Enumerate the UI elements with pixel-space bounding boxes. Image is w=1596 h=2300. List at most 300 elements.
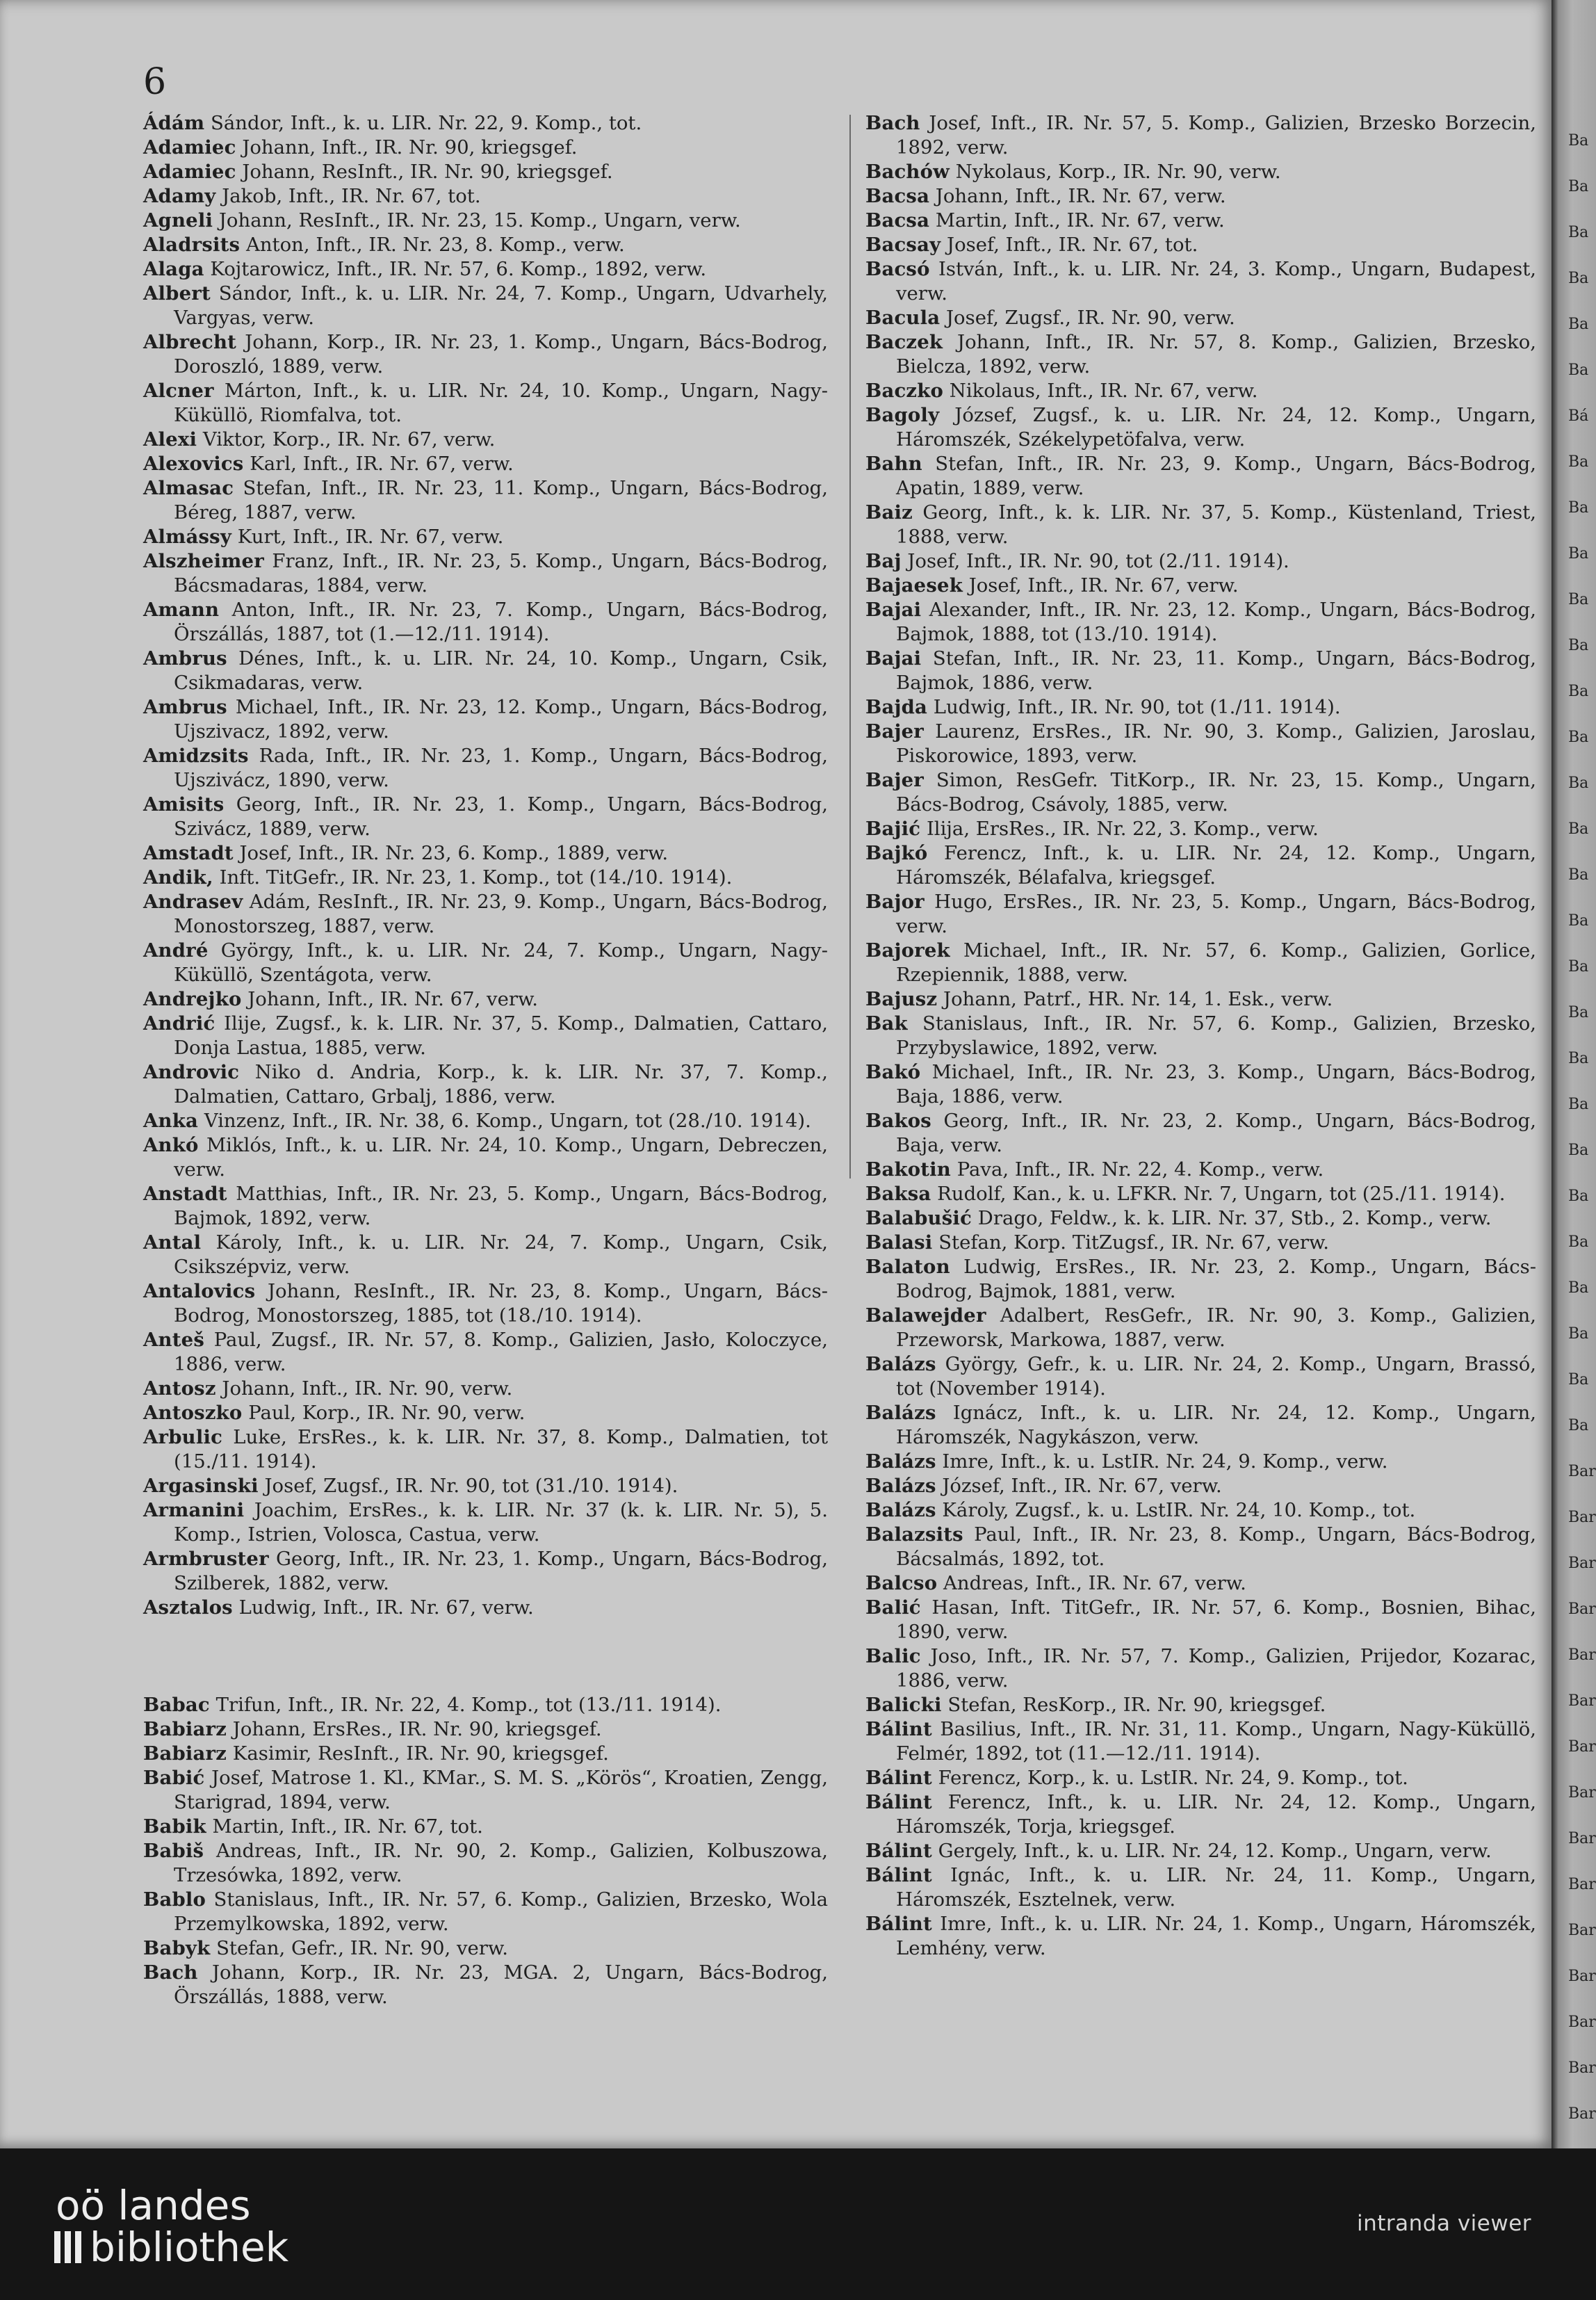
edge-fragment: Ba (1568, 362, 1589, 379)
edge-fragment: Bar (1568, 1601, 1596, 1618)
list-entry (143, 184, 828, 209)
entry-details: Johann, ErsRes., IR. Nr. 90, kriegsgef. (227, 1718, 602, 1740)
section-gap (143, 1620, 828, 1693)
entry-surname: Alcner (143, 380, 214, 402)
entry-details: Stanislaus, Inft., IR. Nr. 57, 6. Komp., Galizien, Brzesko, Wola Przemylkowska, 1892, verw. (174, 1888, 828, 1935)
list-entry (865, 574, 1536, 598)
entry-surname: Babac (143, 1694, 210, 1716)
list-entry (865, 452, 1536, 501)
edge-fragment: Bar (1568, 1692, 1596, 1710)
list-entry (143, 1182, 828, 1231)
entry-details: Stefan, Inft., IR. Nr. 23, 11. Komp., Ungarn, Bács-Bodrog, Bajmok, 1886, verw. (896, 647, 1536, 694)
entry-surname: Bach (143, 1961, 198, 1984)
entry-surname: Balawejder (865, 1304, 986, 1327)
list-entry (143, 1717, 828, 1742)
entry-details: Trifun, Inft., IR. Nr. 22, 4. Komp., tot (13./11. 1914). (209, 1694, 722, 1716)
edge-fragment: Ba (1568, 132, 1589, 149)
entry-surname: Balasi (865, 1231, 933, 1254)
list-entry (865, 233, 1536, 257)
entry-surname: Baksa (865, 1183, 931, 1205)
list-entry (865, 720, 1536, 768)
entry-details: Johann, ResInft., IR. Nr. 23, 8. Komp., Ungarn, Bács-Bodrog, Monostorszeg, 1885, tot (18./10. 1914). (174, 1280, 828, 1327)
entry-details: Jakob, Inft., IR. Nr. 67, tot. (215, 185, 481, 207)
entry-details: Kurt, Inft., IR. Nr. 67, verw. (231, 526, 504, 548)
edge-fragment: Ba (1568, 1050, 1589, 1067)
list-entry (865, 1498, 1536, 1523)
entry-details: Dénes, Inft., k. u. LIR. Nr. 24, 10. Komp., Ungarn, Csik, Csikmadaras, verw. (174, 647, 828, 694)
entry-surname: Balazsits (865, 1523, 963, 1546)
entry-surname: Ádám (143, 112, 205, 134)
entry-details: Andreas, Inft., IR. Nr. 67, verw. (937, 1572, 1246, 1594)
entry-surname: Balázs (865, 1475, 936, 1497)
list-entry (865, 1109, 1536, 1158)
entry-surname: Baczko (865, 380, 944, 402)
list-entry (865, 768, 1536, 817)
list-entry (865, 1523, 1536, 1571)
list-entry (865, 403, 1536, 452)
list-entry (143, 1474, 828, 1498)
entry-surname: Babyk (143, 1937, 211, 1959)
entry-surname: Bajer (865, 769, 924, 791)
entry-details: Inft. TitGefr., IR. Nr. 23, 1. Komp., tot (14./10. 1914). (213, 866, 733, 889)
entry-details: Hasan, Inft. TitGefr., IR. Nr. 57, 6. Komp., Bosnien, Bihac, 1890, verw. (896, 1596, 1536, 1643)
entry-details: Josef, Zugsf., IR. Nr. 90, tot (31./10. 1914). (258, 1475, 678, 1497)
list-entry (865, 549, 1536, 574)
list-entry (865, 1206, 1536, 1231)
list-entry (865, 890, 1536, 939)
entry-surname: Balázs (865, 1402, 936, 1424)
list-entry (143, 1231, 828, 1279)
edge-fragment: Ba (1568, 499, 1589, 517)
list-entry (865, 1231, 1536, 1255)
list-entry (865, 257, 1536, 306)
entry-surname: Bálint (865, 1718, 932, 1740)
entry-details: Johann, Inft., IR. Nr. 90, kriegsgef. (236, 136, 578, 159)
entry-details: Adám, ResInft., IR. Nr. 23, 9. Komp., Ungarn, Bács-Bodrog, Monostorszeg, 1887, verw. (174, 891, 828, 937)
entry-surname: Armanini (143, 1499, 245, 1521)
list-entry (865, 1012, 1536, 1060)
entry-surname: André (143, 939, 209, 962)
edge-fragment: Bar (1568, 1555, 1596, 1572)
entry-details: Ferencz, Korp., k. u. LstIR. Nr. 24, 9. Komp., tot. (931, 1767, 1408, 1789)
list-entry (865, 1255, 1536, 1304)
entry-surname: Bajor (865, 891, 925, 913)
list-entry (865, 1571, 1536, 1596)
list-entry (865, 184, 1536, 209)
list-entry (865, 1596, 1536, 1644)
entry-details: Márton, Inft., k. u. LIR. Nr. 24, 10. Komp., Ungarn, Nagy-Küküllö, Riomfalva, tot. (174, 380, 828, 426)
entry-surname: Bajai (865, 647, 922, 670)
edge-fragment: Ba (1568, 1371, 1589, 1388)
list-entry (143, 452, 828, 476)
column-rule (849, 115, 851, 1179)
edge-fragment: Ba (1568, 178, 1589, 195)
edge-fragment: Ba (1568, 1188, 1589, 1205)
entry-surname: Andrejko (143, 988, 242, 1010)
entry-surname: Anka (143, 1110, 199, 1132)
logo-bars-icon (54, 2231, 81, 2263)
entry-surname: Balaton (865, 1256, 950, 1278)
list-entry (143, 1109, 828, 1133)
entry-surname: Albert (143, 282, 211, 305)
entry-surname: Bálint (865, 1791, 932, 1813)
entry-surname: Adamiec (143, 136, 236, 159)
entry-details: Alexander, Inft., IR. Nr. 23, 12. Komp., Ungarn, Bács-Bodrog, Bajmok, 1888, tot (13./10. 1914). (896, 599, 1536, 645)
list-entry (143, 1839, 828, 1888)
entry-surname: Ankó (143, 1134, 199, 1156)
entry-details: Simon, ResGefr. TitKorp., IR. Nr. 23, 15. Komp., Ungarn, Bács-Bodrog, Csávoly, 1885, verw. (896, 769, 1536, 816)
entry-surname: Babiarz (143, 1718, 227, 1740)
entry-details: Nykolaus, Korp., IR. Nr. 90, verw. (950, 161, 1281, 183)
entry-details: Josef, Inft., IR. Nr. 23, 6. Komp., 1889, verw. (233, 842, 669, 864)
entry-surname: Balic (865, 1645, 921, 1667)
entry-surname: Bahn (865, 453, 922, 475)
library-logo (54, 2182, 289, 2271)
edge-fragment: Bar (1568, 1646, 1596, 1664)
entry-surname: Ambrus (143, 647, 227, 670)
edge-fragment: Ba (1568, 1233, 1589, 1251)
entry-surname: Andrić (143, 1012, 215, 1035)
list-entry (143, 793, 828, 841)
entry-details: József, Inft., IR. Nr. 67, verw. (936, 1475, 1222, 1497)
edge-fragment: Ba (1568, 1096, 1589, 1113)
entry-surname: Bajić (865, 818, 921, 840)
entry-details: Luke, ErsRes., k. k. LIR. Nr. 37, 8. Komp., Dalmatien, tot (15./11. 1914). (174, 1426, 828, 1473)
entry-details: Paul, Korp., IR. Nr. 90, verw. (242, 1402, 526, 1424)
entry-details: Basilius, Inft., IR. Nr. 31, 11. Komp., Ungarn, Nagy-Küküllö, Felmér, 1892, tot (11.—12./11. 1914). (896, 1718, 1536, 1765)
edge-fragment: Ba (1568, 1004, 1589, 1021)
entry-details: Ludwig, Inft., IR. Nr. 90, tot (1./11. 1914). (927, 696, 1341, 718)
entry-surname: Balcso (865, 1572, 938, 1594)
list-entry (143, 1815, 828, 1839)
list-entry (143, 1377, 828, 1401)
entry-surname: Bajkó (865, 842, 928, 864)
entry-details: Franz, Inft., IR. Nr. 23, 5. Komp., Ungarn, Bács-Bodrog, Bácsmadaras, 1884, verw. (174, 550, 828, 597)
entry-surname: Andrasev (143, 891, 243, 913)
entry-surname: Andik, (143, 866, 213, 889)
logo-line-1: oö landes (56, 2182, 251, 2229)
entry-surname: Babiarz (143, 1742, 227, 1765)
entry-details: Imre, Inft., k. u. LIR. Nr. 24, 1. Komp., Ungarn, Háromszék, Lemhény, verw. (896, 1913, 1536, 1959)
entry-surname: Bálint (865, 1840, 932, 1862)
entry-surname: Balicki (865, 1694, 942, 1716)
edge-fragment: Ba (1568, 1325, 1589, 1343)
entry-details: Stefan, Inft., IR. Nr. 23, 9. Komp., Ungarn, Bács-Bodrog, Apatin, 1889, verw. (896, 453, 1536, 499)
entry-surname: Babik (143, 1815, 206, 1838)
entry-surname: Bagoly (865, 404, 940, 426)
entry-details: Michael, Inft., IR. Nr. 23, 3. Komp., Ungarn, Bács-Bodrog, Baja, 1886, verw. (896, 1061, 1536, 1108)
entry-details: Stefan, Korp. TitZugsf., IR. Nr. 67, verw. (932, 1231, 1330, 1254)
entry-surname: Alaga (143, 258, 204, 280)
list-entry (143, 136, 828, 160)
entry-surname: Anstadt (143, 1183, 227, 1205)
edge-fragment: Bá (1568, 407, 1589, 425)
entry-surname: Bablo (143, 1888, 206, 1911)
edge-fragment: Bar (1568, 2014, 1596, 2031)
edge-fragment: Ba (1568, 637, 1589, 654)
edge-fragment: Bar (1568, 1830, 1596, 1847)
entry-details: Imre, Inft., k. u. LstIR. Nr. 24, 9. Komp., verw. (936, 1450, 1388, 1473)
entry-details: Sándor, Inft., k. u. LIR. Nr. 22, 9. Komp., tot. (204, 112, 642, 134)
entry-details: István, Inft., k. u. LIR. Nr. 24, 3. Komp., Ungarn, Budapest, verw. (896, 258, 1536, 305)
list-entry (143, 1498, 828, 1547)
list-entry (143, 841, 828, 866)
list-entry (143, 1547, 828, 1596)
entry-surname: Armbruster (143, 1548, 269, 1570)
list-entry (865, 841, 1536, 890)
entry-surname: Adamy (143, 185, 216, 207)
entry-details: Georg, Inft., IR. Nr. 23, 2. Komp., Ungarn, Bács-Bodrog, Baja, verw. (896, 1110, 1536, 1156)
list-entry (865, 1766, 1536, 1790)
list-entry (143, 1060, 828, 1109)
list-entry (143, 282, 828, 330)
entry-details: Rada, Inft., IR. Nr. 23, 1. Komp., Ungarn, Bács-Bodrog, Ujszivácz, 1890, verw. (174, 745, 828, 791)
edge-fragment: Ba (1568, 224, 1589, 241)
entry-surname: Balázs (865, 1450, 936, 1473)
entry-surname: Bak (865, 1012, 908, 1035)
list-entry (865, 1790, 1536, 1839)
list-entry (143, 476, 828, 525)
entry-surname: Almássy (143, 526, 232, 548)
entry-details: Vinzenz, Inft., IR. Nr. 38, 6. Komp., Ungarn, tot (28./10. 1914). (198, 1110, 811, 1132)
entry-details: Josef, Inft., IR. Nr. 90, tot (2./11. 1914). (901, 550, 1289, 572)
list-entry (143, 330, 828, 379)
entry-surname: Argasinski (143, 1475, 259, 1497)
entry-details: Paul, Zugsf., IR. Nr. 57, 8. Komp., Galizien, Jasło, Koloczyce, 1886, verw. (174, 1329, 828, 1375)
entry-details: Ferencz, Inft., k. u. LIR. Nr. 24, 12. Komp., Ungarn, Háromszék, Bélafalva, kriegsgef. (896, 842, 1536, 889)
list-entry (865, 939, 1536, 987)
entry-details: Rudolf, Kan., k. u. LFKR. Nr. 7, Ungarn, tot (25./11. 1914). (931, 1183, 1506, 1205)
entry-surname: Anteš (143, 1329, 205, 1351)
entry-surname: Bakó (865, 1061, 921, 1083)
list-entry (865, 1717, 1536, 1766)
list-entry (865, 1693, 1536, 1717)
list-entry (143, 939, 828, 987)
entry-details: Ignácz, Inft., k. u. LIR. Nr. 24, 12. Komp., Ungarn, Háromszék, Nagykászon, verw. (896, 1402, 1536, 1448)
list-entry (143, 987, 828, 1012)
entry-details: Anton, Inft., IR. Nr. 23, 7. Komp., Ungarn, Bács-Bodrog, Örszállás, 1887, tot (1.—12./11. 1914). (174, 599, 828, 645)
entry-surname: Amstadt (143, 842, 234, 864)
list-entry (865, 1401, 1536, 1450)
entry-surname: Bach (865, 112, 920, 134)
entry-details: Viktor, Korp., IR. Nr. 67, verw. (197, 428, 496, 451)
list-entry (143, 1279, 828, 1328)
edge-fragment: Ba (1568, 453, 1589, 471)
entry-details: Michael, Inft., IR. Nr. 23, 12. Komp., Ungarn, Bács-Bodrog, Ujszivacz, 1892, verw. (174, 696, 828, 743)
entry-details: Josef, Zugsf., IR. Nr. 90, verw. (940, 307, 1235, 329)
entry-surname: Bajer (865, 720, 924, 743)
entry-surname: Bacsay (865, 234, 941, 256)
edge-fragment: Ba (1568, 683, 1589, 700)
list-entry (143, 209, 828, 233)
entry-details: Hugo, ErsRes., IR. Nr. 23, 5. Komp., Ungarn, Bács-Bodrog, verw. (896, 891, 1536, 937)
edge-fragment: Ba (1568, 316, 1589, 333)
list-entry (143, 695, 828, 744)
entry-details: Josef, Inft., IR. Nr. 57, 5. Komp., Galizien, Brzesko Borzecin, 1892, verw. (896, 112, 1536, 159)
list-entry (865, 111, 1536, 160)
entry-surname: Balázs (865, 1353, 936, 1375)
entry-details: Georg, Inft., IR. Nr. 23, 1. Komp., Ungarn, Bács-Bodrog, Szivácz, 1889, verw. (174, 793, 828, 840)
entry-surname: Alexi (143, 428, 197, 451)
entry-surname: Bacsa (865, 185, 930, 207)
entry-details: Sándor, Inft., k. u. LIR. Nr. 24, 7. Komp., Ungarn, Udvarhely, Vargyas, verw. (174, 282, 828, 329)
entry-details: Adalbert, ResGefr., IR. Nr. 90, 3. Komp., Galizien, Przeworsk, Markowa, 1887, verw. (896, 1304, 1536, 1351)
entry-details: Michael, Inft., IR. Nr. 57, 6. Komp., Galizien, Gorlice, Rzepiennik, 1888, verw. (896, 939, 1536, 986)
entry-details: Kojtarowicz, Inft., IR. Nr. 57, 6. Komp., 1892, verw. (204, 258, 707, 280)
entry-surname: Amann (143, 599, 220, 621)
page-number: 6 (143, 61, 167, 103)
entry-surname: Bálint (865, 1864, 932, 1886)
list-entry (865, 817, 1536, 841)
edge-fragment: Bar (1568, 2059, 1596, 2077)
list-entry (143, 1766, 828, 1815)
edge-fragment: Ba (1568, 958, 1589, 975)
list-entry (143, 379, 828, 428)
entry-surname: Bálint (865, 1913, 932, 1935)
entry-surname: Aladrsits (143, 234, 241, 256)
left-column (143, 111, 828, 2009)
list-entry (865, 1060, 1536, 1109)
edge-fragment: Ba (1568, 591, 1589, 608)
entry-details: Laurenz, ErsRes., IR. Nr. 90, 3. Komp., Galizien, Jaroslau, Piskorowice, 1893, verw. (896, 720, 1536, 767)
entry-surname: Asztalos (143, 1596, 233, 1619)
entry-surname: Baiz (865, 501, 913, 524)
entry-surname: Antal (143, 1231, 202, 1254)
entry-surname: Bakos (865, 1110, 931, 1132)
entry-details: Matthias, Inft., IR. Nr. 23, 5. Komp., Ungarn, Bács-Bodrog, Bajmok, 1892, verw. (174, 1183, 828, 1229)
list-entry (143, 647, 828, 695)
entry-details: Paul, Inft., IR. Nr. 23, 8. Komp., Ungarn, Bács-Bodrog, Bácsalmás, 1892, tot. (896, 1523, 1536, 1570)
entry-details: Ludwig, ErsRes., IR. Nr. 23, 2. Komp., Ungarn, Bács-Bodrog, Bajmok, 1881, verw. (896, 1256, 1536, 1302)
list-entry (143, 1961, 828, 2009)
entry-surname: Bacsa (865, 209, 930, 232)
entry-details: Karl, Inft., IR. Nr. 67, verw. (243, 453, 514, 475)
entry-surname: Bajorek (865, 939, 950, 962)
entry-details: Martin, Inft., IR. Nr. 67, verw. (929, 209, 1225, 232)
list-entry (143, 428, 828, 452)
edge-fragment: Ba (1568, 729, 1589, 746)
list-entry (143, 233, 828, 257)
entry-details: Josef, Inft., IR. Nr. 67, tot. (940, 234, 1198, 256)
entry-surname: Baczek (865, 331, 943, 353)
list-entry (865, 1304, 1536, 1352)
edge-fragment: Bar (1568, 1968, 1596, 1985)
entry-details: Károly, Zugsf., k. u. LstIR. Nr. 24, 10. Komp., tot. (936, 1499, 1416, 1521)
entry-details: György, Inft., k. u. LIR. Nr. 24, 7. Komp., Ungarn, Nagy-Küküllö, Szentágota, verw. (174, 939, 828, 986)
entry-details: Niko d. Andria, Korp., k. k. LIR. Nr. 37, 7. Komp., Dalmatien, Cattaro, Grbalj, 1886, verw. (174, 1061, 828, 1108)
entry-surname: Antalovics (143, 1280, 256, 1302)
entry-details: Johann, Inft., IR. Nr. 67, verw. (929, 185, 1226, 207)
entry-surname: Bacsó (865, 258, 930, 280)
list-entry (143, 525, 828, 549)
list-entry (143, 1012, 828, 1060)
entry-surname: Adamiec (143, 161, 236, 183)
entry-surname: Balázs (865, 1499, 936, 1521)
list-entry (865, 1839, 1536, 1863)
list-entry (865, 1644, 1536, 1693)
entry-surname: Babić (143, 1767, 205, 1789)
list-entry (143, 1936, 828, 1961)
list-entry (143, 160, 828, 184)
entry-surname: Bacula (865, 307, 940, 329)
entry-details: Joso, Inft., IR. Nr. 57, 7. Komp., Galizien, Prijedor, Kozarac, 1886, verw. (896, 1645, 1536, 1692)
list-entry (865, 501, 1536, 549)
entry-surname: Arbulic (143, 1426, 223, 1448)
entry-details: Kasimir, ResInft., IR. Nr. 90, kriegsgef. (227, 1742, 609, 1765)
edge-fragment: Bar (1568, 1922, 1596, 1939)
list-entry (143, 1133, 828, 1182)
entry-details: Johann, Korp., IR. Nr. 23, MGA. 2, Ungarn, Bács-Bodrog, Örszállás, 1888, verw. (174, 1961, 828, 2008)
entry-surname: Ambrus (143, 696, 227, 718)
entry-surname: Balabušić (865, 1207, 972, 1229)
entry-details: Miklós, Inft., k. u. LIR. Nr. 24, 10. Komp., Ungarn, Debreczen, verw. (174, 1134, 828, 1181)
entry-details: Ignác, Inft., k. u. LIR. Nr. 24, 11. Komp., Ungarn, Háromszék, Esztelnek, verw. (896, 1864, 1536, 1911)
entry-details: Johann, Inft., IR. Nr. 90, verw. (215, 1377, 513, 1400)
list-entry (143, 1888, 828, 1936)
entry-surname: Amisits (143, 793, 225, 816)
edge-fragment: Ba (1568, 1279, 1589, 1297)
entry-surname: Bálint (865, 1767, 932, 1789)
entry-details: Stefan, Gefr., IR. Nr. 90, verw. (210, 1937, 508, 1959)
edge-fragment: Bar (1568, 1463, 1596, 1480)
entry-details: Stefan, ResKorp., IR. Nr. 90, kriegsgef. (941, 1694, 1326, 1716)
entry-details: Ilija, ErsRes., IR. Nr. 22, 3. Komp., verw. (920, 818, 1319, 840)
list-entry (865, 1352, 1536, 1401)
entry-details: Anton, Inft., IR. Nr. 23, 8. Komp., verw. (240, 234, 625, 256)
list-entry (143, 890, 828, 939)
list-entry (143, 1328, 828, 1377)
entry-surname: Almasac (143, 477, 234, 499)
list-entry (143, 111, 828, 136)
entry-details: Ludwig, Inft., IR. Nr. 67, verw. (232, 1596, 534, 1619)
edge-fragment: Ba (1568, 545, 1589, 562)
list-entry (865, 647, 1536, 695)
entry-details: Johann, Inft., IR. Nr. 57, 8. Komp., Galizien, Brzesko, Bielcza, 1892, verw. (896, 331, 1536, 378)
list-entry (865, 695, 1536, 720)
edge-fragment: Ba (1568, 1417, 1589, 1434)
list-entry (865, 330, 1536, 379)
entry-surname: Baj (865, 550, 902, 572)
entry-surname: Babiš (143, 1840, 204, 1862)
list-entry (143, 549, 828, 598)
list-entry (865, 1182, 1536, 1206)
list-entry (865, 306, 1536, 330)
list-entry (143, 257, 828, 282)
entry-details: József, Zugsf., k. u. LIR. Nr. 24, 12. Komp., Ungarn, Háromszék, Székelypetöfalva, verw. (896, 404, 1536, 451)
entry-details: Andreas, Inft., IR. Nr. 90, 2. Komp., Galizien, Kolbuszowa, Trzesówka, 1892, verw. (174, 1840, 828, 1886)
entry-details: Josef, Inft., IR. Nr. 67, verw. (962, 574, 1239, 597)
edge-fragment: Ba (1568, 820, 1589, 838)
edge-fragment: Ba (1568, 866, 1589, 884)
list-entry (143, 744, 828, 793)
entry-details: György, Gefr., k. u. LIR. Nr. 24, 2. Komp., Ungarn, Brassó, tot (November 1914). (896, 1353, 1536, 1400)
edge-fragment: Ba (1568, 912, 1589, 930)
entry-surname: Albrecht (143, 331, 237, 353)
list-entry (865, 1474, 1536, 1498)
logo-line-2: bibliothek (90, 2224, 289, 2271)
list-entry (865, 1158, 1536, 1182)
entry-details: Josef, Matrose 1. Kl., KMar., S. M. S. „Körös“, Kroatien, Zengg, Starigrad, 1894, verw. (174, 1767, 828, 1813)
entry-details: Johann, ResInft., IR. Nr. 23, 15. Komp., Ungarn, verw. (213, 209, 741, 232)
entry-details: Gergely, Inft., k. u. LIR. Nr. 24, 12. Komp., Ungarn, verw. (931, 1840, 1492, 1862)
entry-details: Georg, Inft., k. k. LIR. Nr. 37, 5. Komp., Küstenland, Triest, 1888, verw. (896, 501, 1536, 548)
list-entry (865, 598, 1536, 647)
list-entry (143, 1401, 828, 1425)
entry-details: Stefan, Inft., IR. Nr. 23, 11. Komp., Ungarn, Bács-Bodrog, Béreg, 1887, verw. (174, 477, 828, 524)
viewer-brand-label: intranda viewer (1357, 2211, 1532, 2236)
edge-fragment: Bar (1568, 1784, 1596, 1801)
list-entry (143, 1425, 828, 1474)
